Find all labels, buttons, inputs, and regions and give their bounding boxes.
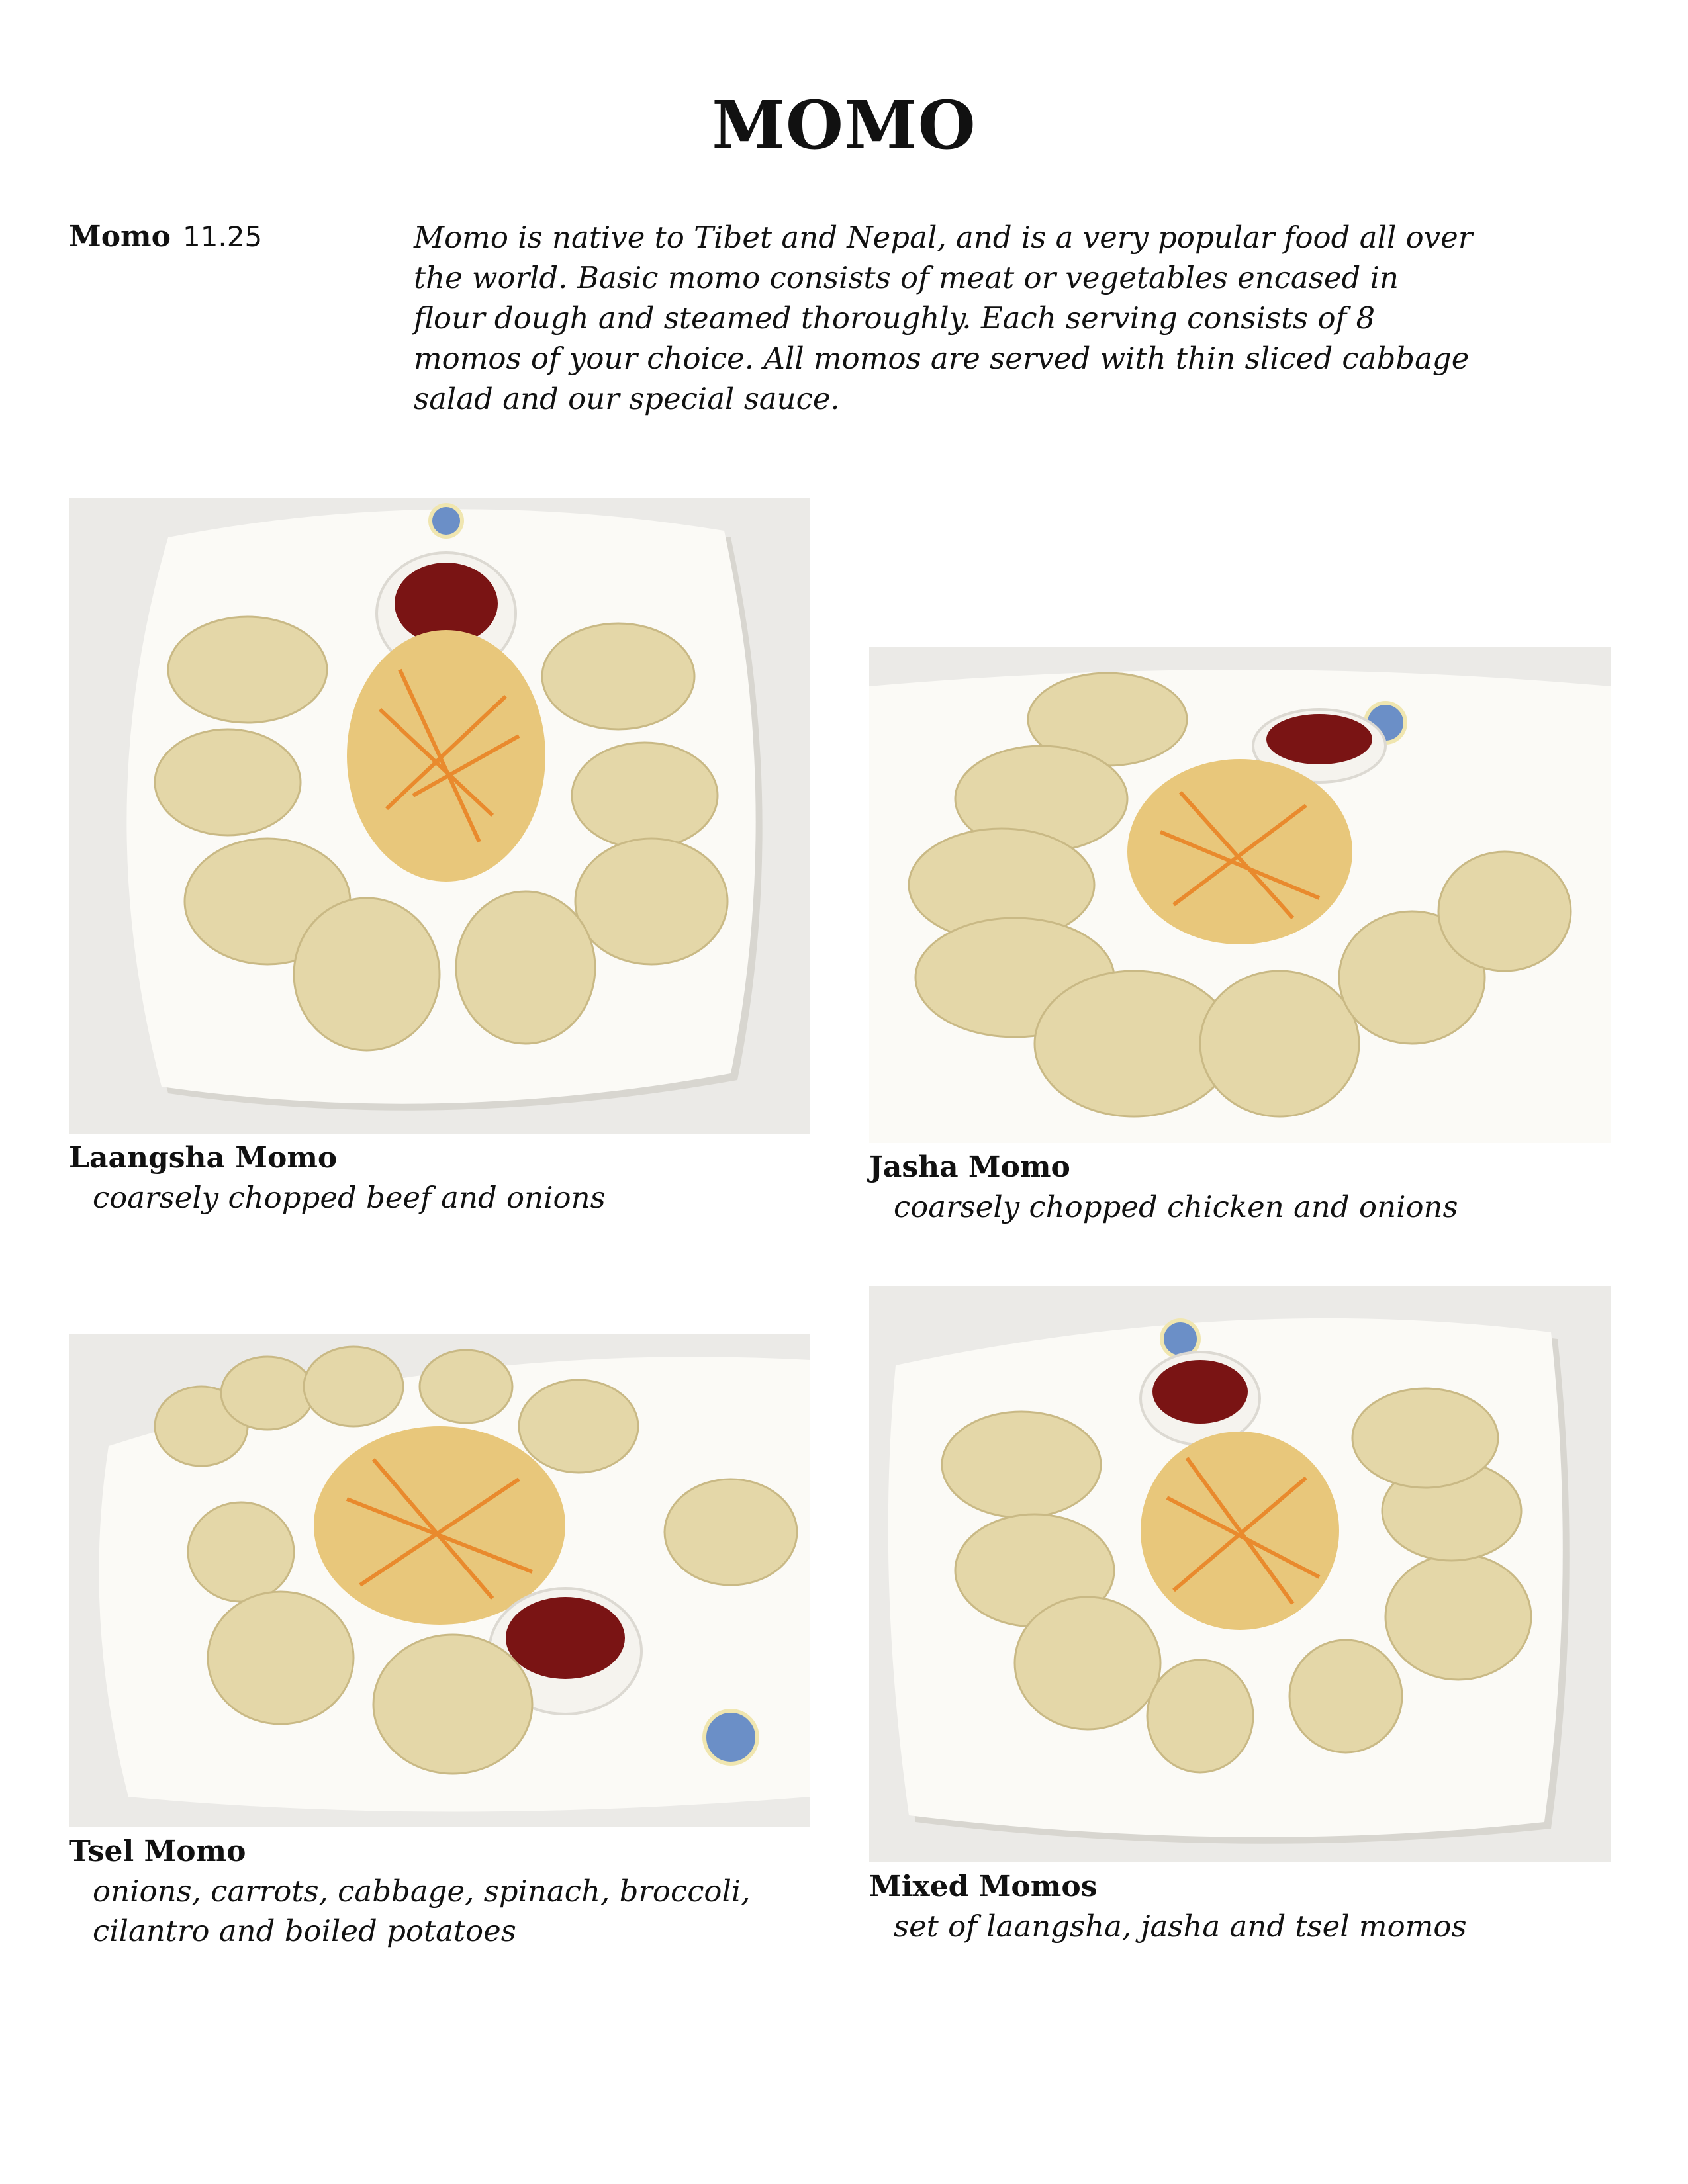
jasha-momo-photo (869, 647, 1611, 1143)
laangsha-momo-photo (69, 498, 810, 1134)
tsel-momo-photo (69, 1334, 810, 1827)
item-description-jasha: coarsely chopped chicken and onions (894, 1189, 1458, 1224)
mixed-momos-plate-image (869, 1286, 1611, 1862)
intro-item-price: 11.25 (182, 220, 263, 253)
page-title: MOMO (712, 86, 976, 164)
item-description-mixed: set of laangsha, jasha and tsel momos (894, 1909, 1467, 1944)
item-name-jasha: Jasha Momo (869, 1150, 1070, 1184)
item-name-laangsha: Laangsha Momo (69, 1141, 338, 1175)
tsel-momo-plate-image (69, 1334, 810, 1827)
item-name-tsel: Tsel Momo (69, 1835, 246, 1868)
item-name-mixed: Mixed Momos (869, 1870, 1098, 1903)
intro-item-name: Momo (69, 220, 171, 253)
intro-description: Momo is native to Tibet and Nepal, and is a very popular food all over the world. Basic momo consists of meat or vegetables encased in flour dough and steamed thoroughly. Each serving consists of 8 momos of your choice. All momos are served with thin sliced cabbage salad and our special sauce. (414, 220, 1473, 416)
mixed-momos-photo (869, 1286, 1611, 1862)
intro-item (69, 220, 262, 253)
jasha-momo-plate-image (869, 647, 1611, 1143)
item-description-tsel: onions, carrots, cabbage, spinach, broccoli, cilantro and boiled potatoes (93, 1874, 751, 1948)
laangsha-momo-plate-image (69, 498, 810, 1134)
item-description-laangsha: coarsely chopped beef and onions (93, 1180, 606, 1215)
